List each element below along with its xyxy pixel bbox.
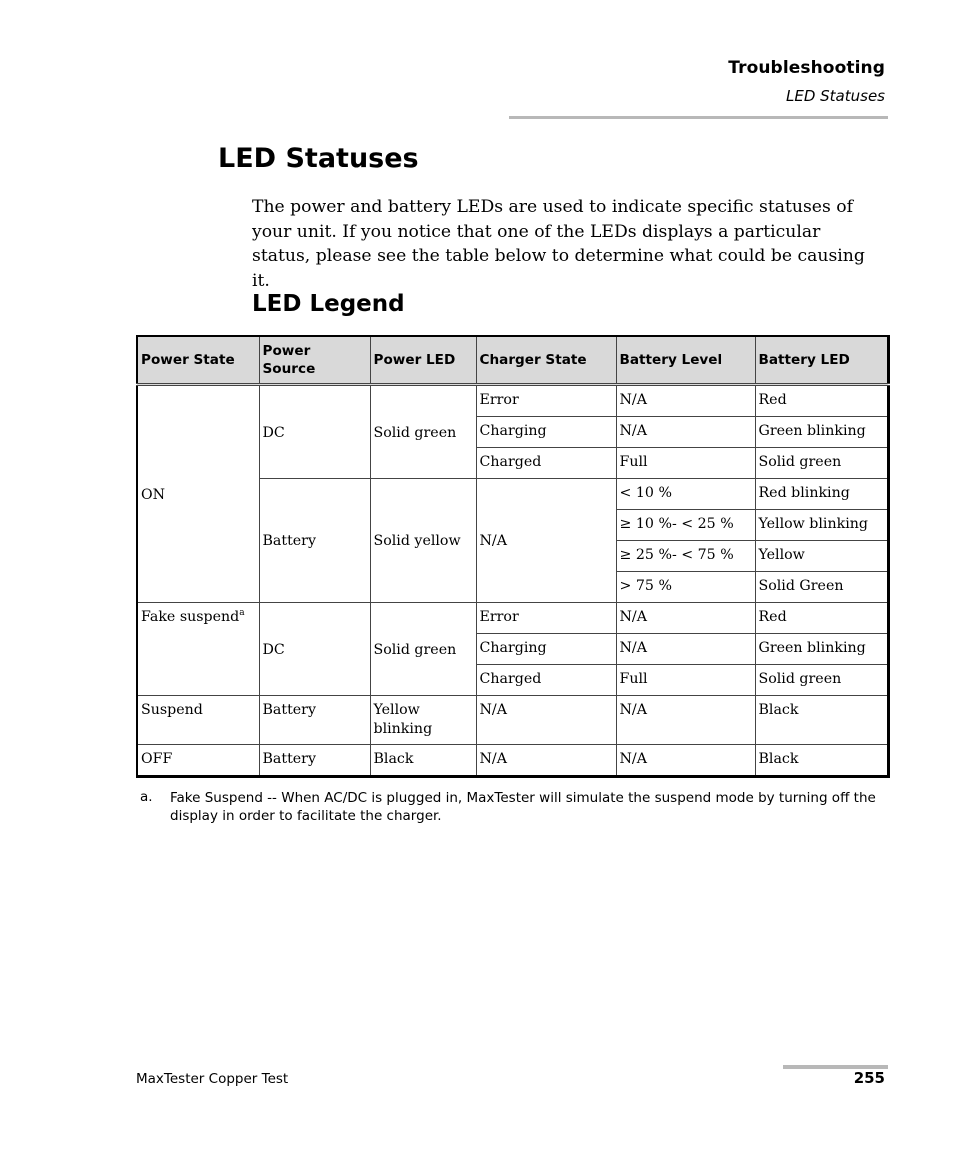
battery-led-cell: Yellow blinking — [755, 510, 888, 541]
battery-level-cell: Full — [616, 665, 755, 696]
footnote-marker: a. — [140, 789, 153, 805]
battery-led-cell: Green blinking — [755, 417, 888, 448]
battery-led-cell: Solid green — [755, 665, 888, 696]
col-header-battery-led: Battery LED — [755, 336, 888, 385]
power-state-cell: ON — [137, 385, 259, 603]
power-source-cell: Battery — [259, 696, 370, 745]
charger-state-cell: Charging — [476, 417, 616, 448]
power-source-cell: DC — [259, 385, 370, 479]
table-row — [137, 603, 888, 634]
battery-led-cell: Black — [755, 745, 888, 777]
charger-state-cell: Charged — [476, 448, 616, 479]
battery-led-cell: Yellow — [755, 541, 888, 572]
charger-state-cell: Charging — [476, 634, 616, 665]
header-rule — [509, 116, 888, 119]
battery-level-cell: N/A — [616, 696, 755, 745]
battery-level-cell: ≥ 25 %- < 75 % — [616, 541, 755, 572]
charger-state-cell: N/A — [476, 696, 616, 745]
power-state-cell — [137, 603, 259, 696]
battery-level-cell: < 10 % — [616, 479, 755, 510]
table-row — [137, 745, 888, 777]
power-led-cell: Black — [370, 745, 476, 777]
battery-led-cell: Solid green — [755, 448, 888, 479]
col-header-power-state: Power State — [137, 336, 259, 385]
charger-state-cell: N/A — [476, 745, 616, 777]
charger-state-cell: Error — [476, 603, 616, 634]
legend-heading: LED Legend — [252, 291, 405, 317]
col-header-charger-state: Charger State — [476, 336, 616, 385]
intro-paragraph: The power and battery LEDs are used to indicate specific statuses of your unit. If you notice that one of the LEDs displays a particular status, please see the table below to determine what could be causing it. — [252, 197, 865, 291]
power-state-cell: Suspend — [137, 696, 259, 745]
battery-level-cell: ≥ 10 %- < 25 % — [616, 510, 755, 541]
battery-led-cell: Red — [755, 385, 888, 417]
table-row — [137, 696, 888, 745]
power-state-cell: OFF — [137, 745, 259, 777]
table-row — [137, 385, 888, 417]
footnote-text: Fake Suspend -- When AC/DC is plugged in, MaxTester will simulate the suspend mode by turning off the display in order to facilitate the charger. — [170, 790, 876, 824]
battery-led-cell: Red — [755, 603, 888, 634]
battery-level-cell: N/A — [616, 417, 755, 448]
battery-level-cell: N/A — [616, 385, 755, 417]
battery-level-cell: Full — [616, 448, 755, 479]
footnote-reference: a — [239, 608, 245, 618]
running-header-subsection: LED Statuses — [786, 87, 885, 105]
battery-led-cell: Solid Green — [755, 572, 888, 603]
battery-level-cell: N/A — [616, 745, 755, 777]
power-led-cell: Solid yellow — [370, 479, 476, 603]
battery-led-cell: Red blinking — [755, 479, 888, 510]
battery-level-cell: > 75 % — [616, 572, 755, 603]
power-source-cell: Battery — [259, 479, 370, 603]
table-header-row — [137, 336, 888, 385]
power-source-cell: Battery — [259, 745, 370, 777]
battery-level-cell: N/A — [616, 634, 755, 665]
battery-led-cell: Black — [755, 696, 888, 745]
power-led-cell: Solid green — [370, 603, 476, 696]
page-title: LED Statuses — [218, 143, 419, 174]
running-header-section: Troubleshooting — [728, 58, 885, 78]
charger-state-cell: Charged — [476, 665, 616, 696]
page-number: 255 — [853, 1069, 885, 1087]
power-state-text: Fake suspend — [141, 609, 240, 625]
battery-led-cell: Green blinking — [755, 634, 888, 665]
col-header-power-source: Power Source — [259, 336, 370, 385]
col-header-battery-level: Battery Level — [616, 336, 755, 385]
power-led-cell: Solid green — [370, 385, 476, 479]
footer-product-name: MaxTester Copper Test — [136, 1071, 289, 1087]
charger-state-cell: Error — [476, 385, 616, 417]
charger-state-cell: N/A — [476, 479, 616, 603]
col-header-power-led: Power LED — [370, 336, 476, 385]
power-led-cell: Yellow blinking — [370, 696, 476, 745]
power-source-cell: DC — [259, 603, 370, 696]
battery-level-cell: N/A — [616, 603, 755, 634]
led-legend-table — [136, 335, 890, 778]
